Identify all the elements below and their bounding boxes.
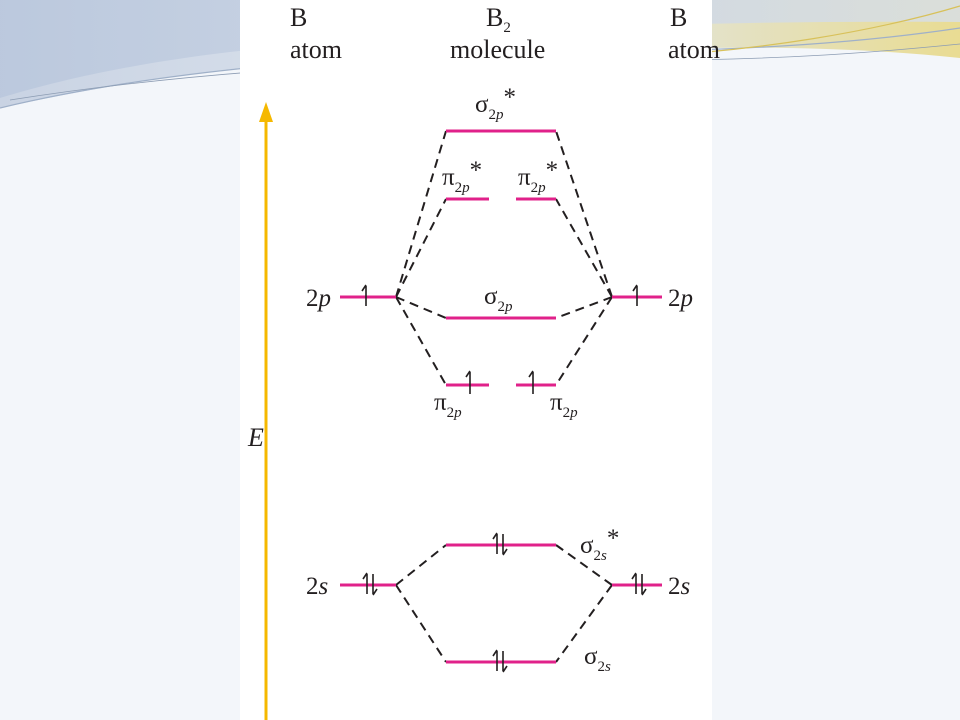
energy-axis-arrowhead — [259, 102, 273, 122]
sigma-2p-label: $\sigma_2p$ — [484, 283, 513, 315]
header-center-title: $B_2$ — [486, 3, 511, 36]
atomic-2p-left-label: 2p — [306, 285, 331, 312]
header-left-sub: atom — [290, 35, 342, 64]
spin-up-arrow — [529, 371, 533, 394]
header-right-sub: atom — [668, 35, 720, 64]
atomic-2s-right-label: 2s — [668, 573, 691, 600]
energy-level-diagram — [240, 0, 720, 720]
pi-2p-left-label: $\pi_2p$ — [434, 389, 462, 421]
spin-up-arrow — [466, 371, 470, 394]
sigma-2p-star-label: $\sigma_2p*$ — [475, 84, 516, 123]
energy-axis-label: E — [248, 423, 264, 452]
pi-2p-star-right-label: $\pi_2p*$ — [518, 157, 559, 196]
header-left-title: B — [290, 3, 308, 32]
diagram-panel — [240, 0, 720, 720]
atomic-2p-right-label: 2p — [668, 285, 693, 312]
pi-2p-star-left-label: $\pi_2p*$ — [442, 157, 483, 196]
pi-2p-right-label: $\pi_2p$ — [550, 389, 578, 421]
connector-lines — [396, 131, 612, 662]
atomic-2s-left-label: 2s — [306, 573, 329, 600]
header-right-title: B — [670, 3, 688, 32]
sigma-2s-star-label: $\sigma_2s*$ — [580, 525, 620, 564]
header-center-sub: molecule — [450, 35, 546, 64]
sigma-2s-label: $\sigma_2s$ — [584, 643, 611, 675]
